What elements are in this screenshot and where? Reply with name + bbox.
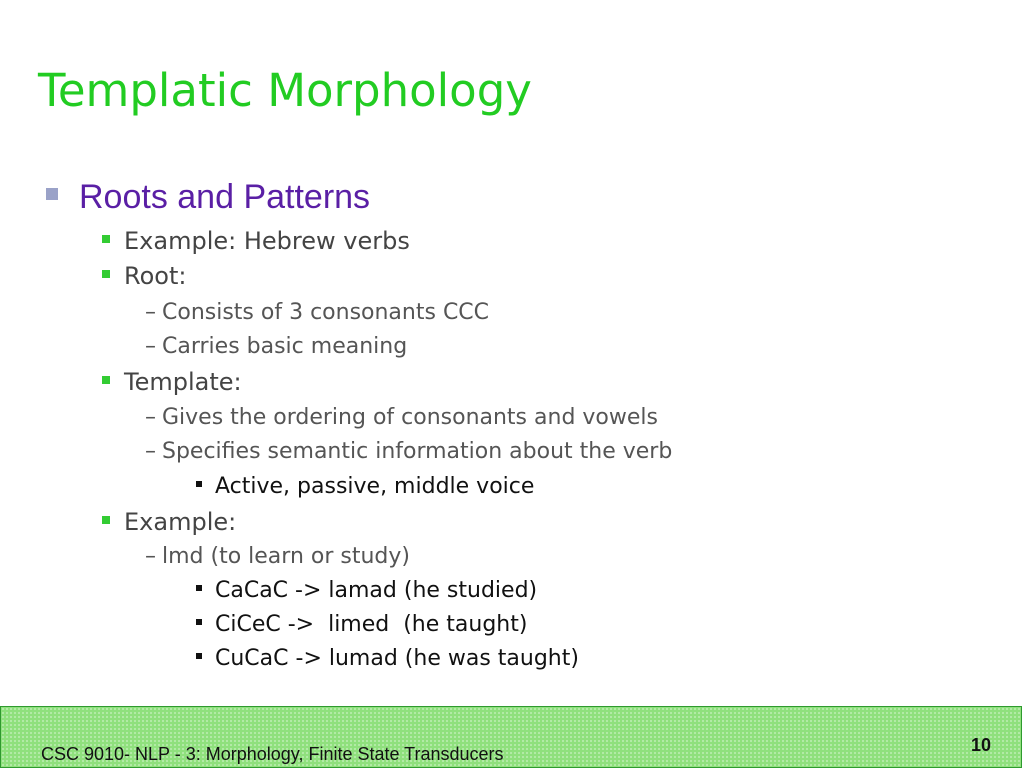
bullet-text: CuCaC -> lumad (he was taught) bbox=[215, 646, 579, 671]
bullet-text: Template: bbox=[124, 368, 242, 396]
dash-bullet-icon: – bbox=[145, 439, 156, 464]
bullet-level2 bbox=[102, 370, 242, 394]
bullet-level2 bbox=[102, 229, 410, 253]
bullet-level3 bbox=[145, 302, 489, 324]
dash-bullet-icon: – bbox=[145, 300, 156, 325]
dash-bullet-icon: – bbox=[145, 405, 156, 430]
bullet-level4 bbox=[196, 614, 527, 636]
bullet-level2 bbox=[102, 264, 186, 288]
black-square-bullet-icon bbox=[196, 619, 202, 625]
black-square-bullet-icon bbox=[196, 585, 202, 591]
dash-bullet-icon: – bbox=[145, 334, 156, 359]
green-square-bullet-icon bbox=[102, 270, 110, 278]
footer-text: CSC 9010- NLP - 3: Morphology, Finite State Transducers bbox=[41, 744, 504, 764]
bullet-text: Root: bbox=[124, 262, 187, 290]
bullet-text: lmd (to learn or study) bbox=[162, 544, 410, 569]
black-square-bullet-icon bbox=[196, 653, 202, 659]
bullet-level1 bbox=[46, 180, 370, 214]
square-bullet-icon bbox=[46, 188, 58, 200]
bullet-level4 bbox=[196, 476, 534, 498]
bullet-level4 bbox=[196, 648, 579, 670]
bullet-text: Carries basic meaning bbox=[162, 334, 408, 359]
bullet-level3 bbox=[145, 336, 407, 358]
bullet-text: CaCaC -> lamad (he studied) bbox=[215, 578, 538, 603]
slide-footer bbox=[0, 706, 1022, 768]
bullet-text: Consists of 3 consonants CCC bbox=[162, 300, 490, 325]
green-square-bullet-icon bbox=[102, 235, 110, 243]
bullet-level3 bbox=[145, 546, 410, 568]
black-square-bullet-icon bbox=[196, 481, 202, 487]
slide-number: 10 bbox=[970, 735, 991, 755]
bullet-text: Example: bbox=[124, 508, 237, 536]
bullet-level3 bbox=[145, 407, 658, 429]
bullet-text: Example: Hebrew verbs bbox=[124, 227, 410, 255]
bullet-level3 bbox=[145, 441, 672, 463]
green-square-bullet-icon bbox=[102, 516, 110, 524]
bullet-text: Specifies semantic information about the verb bbox=[162, 439, 673, 464]
dash-bullet-icon: – bbox=[145, 544, 156, 569]
bullet-text: Gives the ordering of consonants and vowels bbox=[162, 405, 658, 430]
bullet-text: Active, passive, middle voice bbox=[215, 474, 535, 499]
bullet-level2 bbox=[102, 510, 236, 534]
green-square-bullet-icon bbox=[102, 376, 110, 384]
bullet-level4 bbox=[196, 580, 537, 602]
slide-title: Templatic Morphology bbox=[38, 64, 532, 117]
bullet-text: CiCeC -> limed (he taught) bbox=[215, 612, 528, 637]
bullet-text: Roots and Patterns bbox=[79, 178, 371, 216]
